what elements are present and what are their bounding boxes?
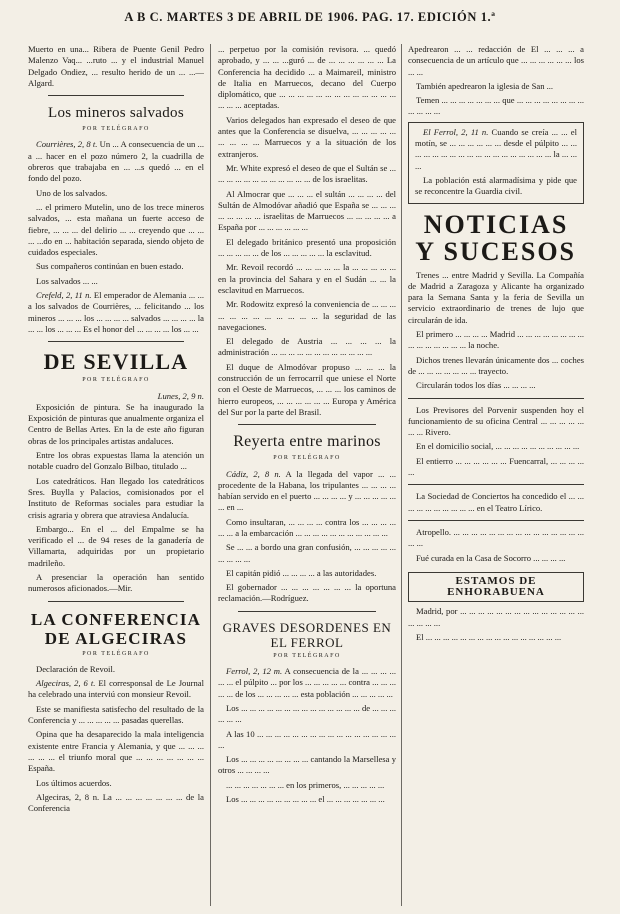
article-paragraph: La Sociedad de Conciertos ha concedido el ... ... ... ... ... ... ... ... ... ... en el Teatro Lírico.	[408, 491, 584, 513]
article-paragraph: ... perpetuo por la comisión revisora. ... quedó aprobado, y ... ... ...guró ... de ... ... ... ... ... ... La Conferencia ha decidido ... a Maimareil, ministro de Italia en Marruecos, decano del Cuerpo diplomático, que ... ... ... ... ... ... ... ... ... ... ... ... ... ... ... ... aceptadas.	[218, 44, 396, 111]
article-paragraph: El entierro ... ... ... ... ... ... Fuencarral, ... ... ... ... ...	[408, 455, 584, 478]
article-paragraph: El capitán pidió ... ... ... ... a las autoridades.	[226, 567, 377, 578]
column-2	[218, 44, 396, 906]
article-paragraph: A las 10 ... ... ... ... ... ... ... ... ... ... ... ... ... ... ... ... ...	[218, 728, 396, 750]
separator	[48, 601, 184, 602]
estamos-banner: ESTAMOS DE ENHORABUENA	[408, 572, 584, 603]
header-title: A B C. MARTES 3 DE ABRIL DE 1906. PAG. 17. EDICIÓN 1.ª	[124, 10, 496, 24]
separator	[408, 484, 584, 485]
article-paragraph: También apedrearon la iglesia de San ...	[416, 80, 554, 91]
headline-reyerta: Reyerta entre marinos	[233, 433, 381, 451]
dateline: El Ferrol, 2, 11 n.	[423, 126, 489, 137]
headline-algeciras: LA CONFERENCIA DE ALGECIRAS	[30, 609, 202, 648]
article-paragraph: Al Almocrar que ... ... ... el sultán ... ... ... ... del Sultán de Almodóvar añadió que España se ... ... ... ... ... ... ... ... israelitas de Marruecos ... ... ... ... ... a España por ... ... ... ... ... ...	[218, 188, 396, 233]
headline-mineros: Los mineros salvados	[48, 105, 184, 122]
article-paragraph: Los ... ... ... ... ... ... ... ... ... ... ... ... ... ... de ... ... ... ... ... ...	[218, 702, 396, 725]
byline: POR TELÉGRAFO	[82, 126, 150, 133]
article-paragraph: Muerto en una... Ribera de Puente Genil Pedro Malenzo Vaq... ...ruto ... y el industrial Manuel Delgado Ondiez, ... resulto herido de un ... ...—Algard.	[28, 44, 204, 88]
article-paragraph: El delegado de Austria ... ... ... ... la administración ... ... ... ... ... ... ... ... ... ... ... ...	[218, 336, 396, 358]
headline-sucesos: Y SUCESOS	[415, 236, 576, 266]
article-paragraph: Temen ... ... ... ... ... ... ... que ... ... ... ... ... ... ... ... ... ... ... ...	[408, 95, 584, 117]
article-paragraph: Algeciras, 2, 8 n. La ... ... ... ... ... ... ... de la Conferencia	[28, 791, 204, 814]
article-paragraph: En el domicilio social, ... ... ... ... ... ... ... ... ... ...	[416, 441, 580, 452]
article-paragraph: Los últimos acuerdos.	[36, 777, 112, 788]
article-paragraph: Los ... ... ... ... ... ... ... ... ... el ... ... ... ... ... ... ...	[226, 794, 385, 805]
article-paragraph: Mr. White expresó el deseo de que el Sultán se ... ... ... ... ... ... ... ... ... ... ... ... de los israelitas.	[218, 162, 396, 185]
article-paragraph: Algeciras, 2, 6 t. El corresponsal de Le Journal ha celebrado una interviú con monsieur Revoil.	[28, 678, 204, 700]
article-paragraph: Dichos trenes llevarán únicamente dos ... coches de ... ... ... ... ... ... ... trayecto.	[408, 354, 584, 376]
column-rule	[210, 44, 211, 906]
dateline: Courrières, 2, 8 t.	[36, 139, 98, 150]
separator	[48, 341, 184, 342]
article-paragraph: Madrid, por ... ... ... ... ... ... ... ... ... ... ... ... ... ... ... ... ... ...	[408, 606, 584, 628]
article-paragraph: ... ... ... ... ... ... ... en los primeros, ... ... ... ... ...	[226, 779, 385, 790]
page-header	[0, 10, 620, 32]
article-paragraph: Exposición de pintura. Se ha inaugurado la Exposición de pinturas que anualmente organiza el Centro de Bellas Artes. En la de este año figuran obras de los principales artistas andaluces.	[28, 401, 204, 446]
dateline: Cádiz, 2, 8 n.	[226, 468, 281, 479]
article-paragraph: Varios delegados han expresado el deseo de que antes que la Conferencia se disuelva, ... ... ... ... ... ... ... ... ... Marruecos y a la situación de los extranjeros.	[218, 114, 396, 159]
article-paragraph: Trenes ... entre Madrid y Sevilla. La Compañía de Madrid a Zaragoza y Alicante ha organizado para la Semana Santa y la feria de Sevilla un servicio extraordinario de trenes de lujo que circularán de ida.	[408, 269, 584, 325]
article-paragraph: Sus compañeros continúan en buen estado.	[36, 261, 184, 272]
headline-noticias: NOTICIAS	[423, 209, 569, 239]
dateline: Algeciras, 2, 6 t.	[36, 678, 96, 689]
article-paragraph: Circularán todos los días ... ... ... ...	[416, 380, 536, 391]
article-paragraph: Uno de los salvados.	[36, 187, 108, 198]
article-paragraph: El Ferrol, 2, 11 n. Cuando se creía ... ... el motín, se ... ... ... ... ... ... desde el púlpito ... ... ... ... ... ... ... ... ... ... ... ... ... ... ... ... ... ... la ... ... ...	[415, 126, 577, 171]
dateline: Lunes, 2, 9 n.	[157, 390, 204, 401]
article-paragraph: El ... ... ... ... ... ... ... ... ... ... ... ... ... ... ... ...	[416, 631, 562, 642]
byline: POR TELÉGRAFO	[273, 652, 341, 659]
article-paragraph: ... el primero Mutelin, uno de los trece mineros salvados, ... esta mañana un fuerte acceso de fiebre, ... ... ... del delirio ... ... creyendo que ... ... ... ...do en ... habitación separada, siendo objeto de cuidados especiales.	[28, 201, 204, 258]
article-paragraph: El gobernador ... ... ... ... ... ... ... la oportuna reclamación.—Rodríguez.	[218, 582, 396, 604]
article-paragraph: Como insultaran, ... ... ... ... contra los ... ... ... ... ... ... a la embarcación ... ... ... ... ... ... ... ... ... ... ...	[218, 516, 396, 538]
column-3	[408, 44, 584, 906]
ferrol-box	[408, 122, 584, 204]
article-paragraph: Se ... ... a bordo una gran confusión, ... ... ... ... ... ... ... ... ...	[218, 542, 396, 564]
article-paragraph: Ferrol, 2, 12 m. A consecuencia de la ... ... ... ... ... ... el púlpito ... por los ... ... ... ... ... contra ... ... ... ... ... de los ... ... ... ... ... esta población ... ... ... ... ...	[218, 666, 396, 699]
article-paragraph: Declaración de Revoil.	[36, 663, 115, 674]
separator	[238, 424, 376, 425]
article-paragraph: A presenciar la operación han sentido numerosos aficionados.—Mir.	[28, 571, 204, 594]
article-paragraph: Courrières, 2, 8 t. Un ... A consecuencia de un ... a ... hacer en el pozo número 2, la cuadrilla de obreros que trabajaba en ... ...s quedó ... en el fondo del pozo.	[28, 139, 204, 184]
article-paragraph: Fué curada en la Casa de Socorro ... ... ... ...	[416, 552, 566, 563]
article-paragraph: Embargo... En el ... del Empalme se ha verificado el ... de 94 reses de la ganadería de Villamarta, adquiridas por un propietario madrileño.	[28, 523, 204, 568]
separator	[238, 611, 376, 612]
article-paragraph: Los catedráticos. Han llegado los catedráticos Sres. Buylla y Palacios, comisionados por el Instituto de Reformas sociales para estudiar la crisis agraria y obrera que atraviesa Andalucía.	[28, 475, 204, 520]
headline-ferrol: GRAVES DESORDENES EN EL FERROL	[222, 619, 392, 650]
separator	[408, 398, 584, 399]
article-paragraph: Los salvados ... ...	[36, 275, 98, 286]
separator	[408, 520, 584, 521]
headline-sevilla: DE SEVILLA	[43, 349, 189, 375]
article-paragraph: Cádiz, 2, 8 n. A la llegada del vapor ... ... procedente de la Habana, los tripulantes ... ... ... ... habían servido en el puerto ... ... ... ... y ... ... ... ... ... ... en ...	[218, 468, 396, 513]
article-paragraph: Mr. Revoil recordó ... ... ... ... ... la ... ... ... ... ... en la provincia del Sahara y en el Sudán ... ... la esclavitud en Marruecos.	[218, 262, 396, 295]
dateline: Ferrol, 2, 12 m.	[226, 666, 283, 677]
byline: POR TELÉGRAFO	[82, 650, 150, 657]
article-paragraph: El delegado británico presentó una proposición ... ... ... ... ... de los ... ... ... ... ... la esclavitud.	[218, 236, 396, 259]
byline: POR TELÉGRAFO	[82, 377, 150, 384]
article-paragraph: Crefeld, 2, 11 n. El emperador de Alemania ... ... a los salvados de Courrières, ... felicitando ... los mineros ... ... ... los ... ... ... ... salvados ... ... ... ... la ... ... los ... ... ... Es el honor del ... ... ... ... los ... ...	[28, 290, 204, 334]
article-paragraph: Los ... ... ... ... ... ... ... ... cantando la Marsellesa y otros ... ... ... ...	[218, 754, 396, 776]
dateline: Crefeld, 2, 11 n.	[36, 290, 92, 301]
separator	[48, 95, 184, 96]
article-paragraph: El duque de Almodóvar propuso ... ... ... la construcción de un ferrocarril que uniese el Norte con el Oeste de Marruecos, ... ... ... los caminos de hierro europeos, ... ... ... ... ... ... Europa y América del Sur por la parte del Brasil.	[218, 361, 396, 417]
column-1	[28, 44, 204, 906]
article-paragraph: Este se manifiesta satisfecho del resultado de la Conferencia y ... ... ... ... ... pasadas querellas.	[28, 703, 204, 726]
article-paragraph: La población está alarmadísima y pide que se reconcentre la Guardia civil.	[415, 174, 577, 197]
article-paragraph: Los Previsores del Porvenir suspenden hoy el funcionamiento de su oficina Central ... ... ... ... ... ... ... Rivero.	[408, 404, 584, 438]
column-rule	[401, 44, 402, 906]
article-paragraph: Apedrearon ... ... redacción de El ... ... ... a consecuencia de un artículo que ... ... ... ... ... ... los ... ...	[408, 44, 584, 77]
article-paragraph: Atropello. ... ... ... ... ... ... ... ... ... ... ... ... ... ... ... ... ...	[408, 526, 584, 549]
article-paragraph: Opina que ha desaparecido la mala inteligencia existente entre Francia y Alemania, y que ... ... ... ... ... ... el triunfo moral que ... ... ... ... ... ... ... España.	[28, 729, 204, 774]
article-paragraph: Entre los obras expuestas llama la atención un notable cuadro del Gonzalo Bilbao, titulado ...	[28, 450, 204, 472]
byline: POR TELÉGRAFO	[273, 455, 341, 462]
article-paragraph: Mr. Rodowitz expresó la conveniencia de ... ... ... ... ... ... ... ... ... ... ... ... la seguridad de las navegaciones.	[218, 299, 396, 332]
article-paragraph: El primero ... ... ... ... Madrid ... ... ... ... ... ... ... ... ... ... ... ... ... ... ... la noche.	[408, 329, 584, 351]
